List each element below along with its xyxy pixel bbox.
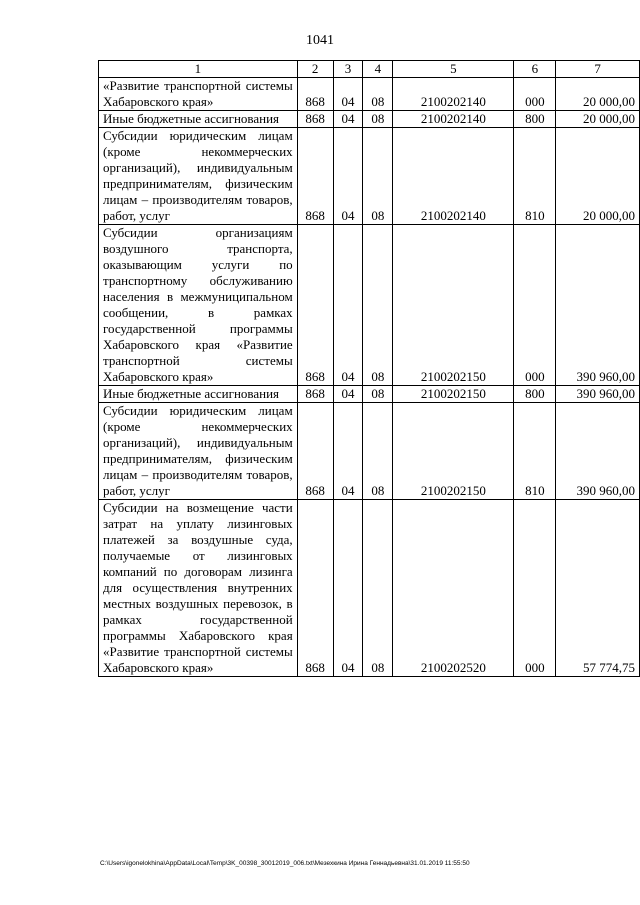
row-subsection-code: 08 xyxy=(363,403,393,500)
row-target-code: 2100202140 xyxy=(393,128,514,225)
row-ministry-code: 868 xyxy=(297,128,333,225)
row-description: Субсидии на возмещение части затрат на уплату лизинговых платежей за воздушные суда, получаемые от лизинговых компаний по договорам лизинга для осуществления внутренних местных воздушных перевозок, в рамках государственной программы Хабаровского края «Развитие транспортной системы Хабаровского края» xyxy=(99,500,298,677)
row-expense-type: 000 xyxy=(514,225,556,386)
row-target-code: 2100202520 xyxy=(393,500,514,677)
table-row xyxy=(99,128,640,225)
row-description: Иные бюджетные ассигнования xyxy=(99,386,298,403)
row-section-code: 04 xyxy=(333,403,363,500)
row-section-code: 04 xyxy=(333,111,363,128)
row-subsection-code: 08 xyxy=(363,78,393,111)
row-expense-type: 800 xyxy=(514,386,556,403)
row-section-code: 04 xyxy=(333,225,363,386)
row-section-code: 04 xyxy=(333,78,363,111)
row-amount: 20 000,00 xyxy=(556,128,640,225)
row-subsection-code: 08 xyxy=(363,225,393,386)
row-target-code: 2100202150 xyxy=(393,225,514,386)
row-target-code: 2100202140 xyxy=(393,78,514,111)
header-cell: 4 xyxy=(363,61,393,78)
row-section-code: 04 xyxy=(333,386,363,403)
row-subsection-code: 08 xyxy=(363,128,393,225)
row-expense-type: 000 xyxy=(514,500,556,677)
row-amount: 20 000,00 xyxy=(556,78,640,111)
row-target-code: 2100202150 xyxy=(393,403,514,500)
table-row xyxy=(99,403,640,500)
row-amount: 390 960,00 xyxy=(556,225,640,386)
row-ministry-code: 868 xyxy=(297,403,333,500)
row-expense-type: 800 xyxy=(514,111,556,128)
row-description: «Развитие транспортной системы Хабаровского края» xyxy=(99,78,298,111)
table-row xyxy=(99,386,640,403)
page-number: 1041 xyxy=(306,33,334,48)
row-expense-type: 810 xyxy=(514,128,556,225)
row-description: Субсидии юридическим лицам (кроме некоммерческих организаций), индивидуальным предпринимателям, физическим лицам – производителям товаров, работ, услуг xyxy=(99,403,298,500)
table-row xyxy=(99,500,640,677)
row-subsection-code: 08 xyxy=(363,386,393,403)
header-cell: 3 xyxy=(333,61,363,78)
row-ministry-code: 868 xyxy=(297,225,333,386)
table-header-row xyxy=(99,61,640,78)
row-description: Субсидии организациям воздушного транспорта, оказывающим услуги по транспортному обслуживанию населения в межмуниципальном сообщении, в рамках государственной программы Хабаровского края «Развитие транспортной системы Хабаровского края» xyxy=(99,225,298,386)
header-cell: 6 xyxy=(514,61,556,78)
row-description: Субсидии юридическим лицам (кроме некоммерческих организаций), индивидуальным предпринимателям, физическим лицам – производителям товаров, работ, услуг xyxy=(99,128,298,225)
table-row xyxy=(99,225,640,386)
row-section-code: 04 xyxy=(333,500,363,677)
row-target-code: 2100202150 xyxy=(393,386,514,403)
header-cell: 1 xyxy=(99,61,298,78)
table-row xyxy=(99,78,640,111)
row-amount: 390 960,00 xyxy=(556,386,640,403)
table-row xyxy=(99,111,640,128)
row-ministry-code: 868 xyxy=(297,111,333,128)
row-description: Иные бюджетные ассигнования xyxy=(99,111,298,128)
row-section-code: 04 xyxy=(333,128,363,225)
row-expense-type: 810 xyxy=(514,403,556,500)
row-target-code: 2100202140 xyxy=(393,111,514,128)
row-subsection-code: 08 xyxy=(363,500,393,677)
row-amount: 390 960,00 xyxy=(556,403,640,500)
row-expense-type: 000 xyxy=(514,78,556,111)
row-ministry-code: 868 xyxy=(297,78,333,111)
row-ministry-code: 868 xyxy=(297,386,333,403)
row-ministry-code: 868 xyxy=(297,500,333,677)
row-subsection-code: 08 xyxy=(363,111,393,128)
budget-table xyxy=(98,60,640,677)
row-amount: 20 000,00 xyxy=(556,111,640,128)
header-cell: 7 xyxy=(556,61,640,78)
row-amount: 57 774,75 xyxy=(556,500,640,677)
header-cell: 2 xyxy=(297,61,333,78)
file-path-footer: C:\Users\igonelokhina\AppData\Local\Temp\3K_00398_30012019_006.txt\Мезехкина Ирина Геннадьевна\31.01.2019 11:55:50 xyxy=(100,860,470,867)
header-cell: 5 xyxy=(393,61,514,78)
